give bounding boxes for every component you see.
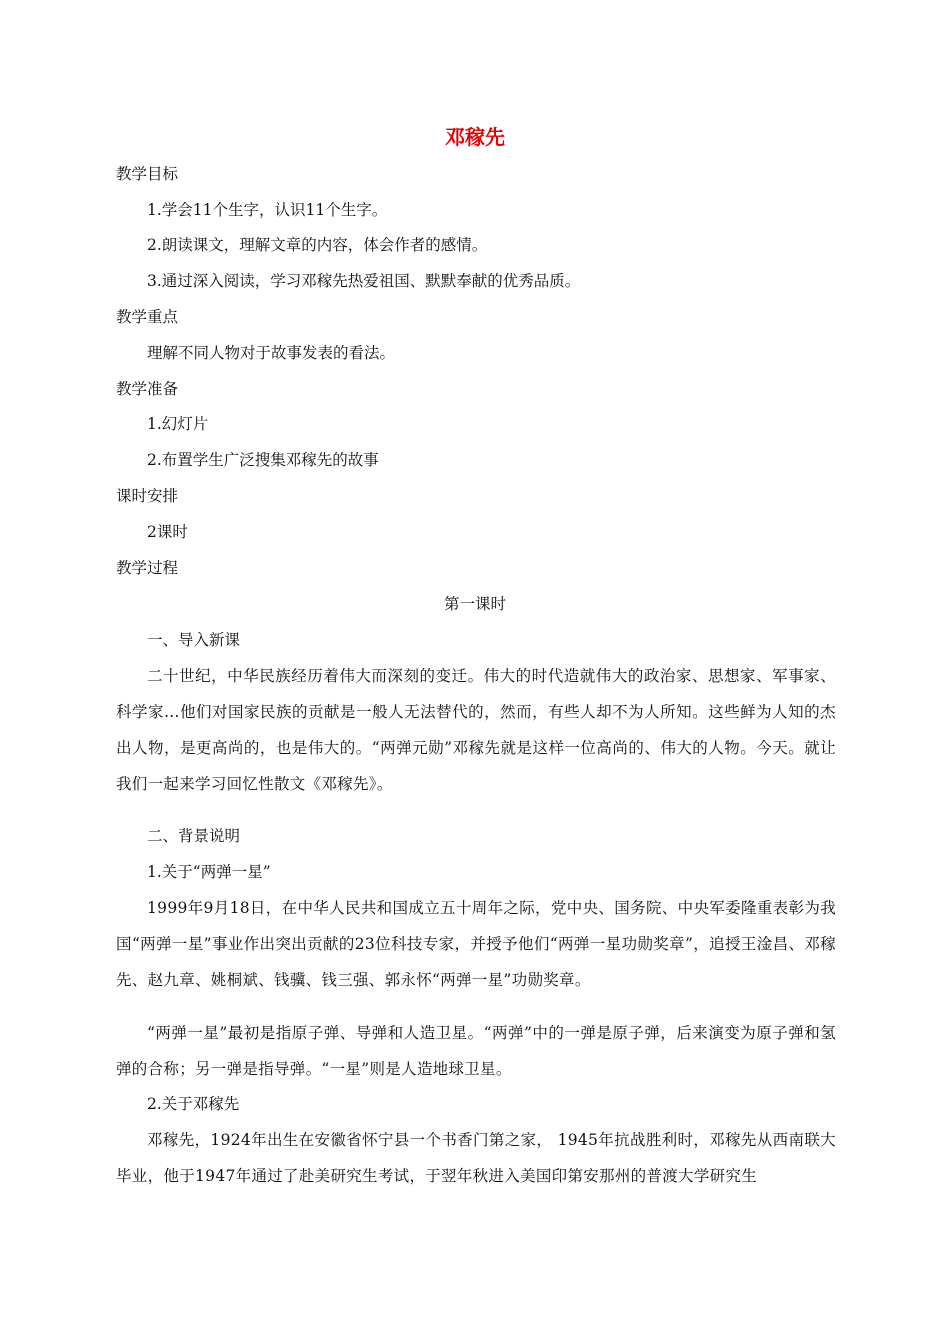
prep-item-2: 2.布置学生广泛搜集邓稼先的故事	[147, 451, 379, 469]
lesson-title: 第一课时	[443, 595, 506, 613]
goal-item-3: 3.通过深入阅读，学习邓稼先热爱祖国、默默奉献的优秀品质。	[147, 272, 581, 290]
goal-item-2: 2.朗读课文，理解文章的内容，体会作者的感情。	[147, 236, 488, 254]
key-point-text: 理解不同人物对于故事发表的看法。	[147, 344, 396, 362]
goal-item-1: 1.学会11个生字，认识11个生字。	[147, 201, 388, 219]
deng-paragraph: 邓稼先，1924年出生在安徽省怀宁县一个书香门第之家， 1945年抗战胜利时，邓稼先从西南联大毕业，他于1947年通过了赴美研究生考试，于翌年秋进入美国印第安那州的普渡大学研究生	[116, 1131, 836, 1185]
section-intro-heading: 一、导入新课	[147, 631, 241, 649]
heading-teaching-goals: 教学目标	[116, 165, 179, 183]
heading-preparation: 教学准备	[116, 380, 179, 398]
award-paragraph: 1999年9月18日，在中华人民共和国成立五十周年之际，党中央、国务院、中央军委隆重表彰为我国“两弹一星”事业作出突出贡献的23位科技专家，并授予他们“两弹一星功勋奖章”，追授王淦昌、邓稼先、赵九章、姚桐斌、钱骥、钱三强、郭永怀“两弹一星”功勋奖章。	[116, 899, 836, 989]
schedule-text: 2课时	[147, 523, 188, 541]
document-title: 邓稼先	[445, 125, 505, 149]
intro-paragraph: 二十世纪，中华民族经历着伟大而深刻的变迁。伟大的时代造就伟大的政治家、思想家、军事家、科学家…他们对国家民族的贡献是一般人无法替代的，然而，有些人却不为人所知。这些鲜为人知的杰出人物，是更高尚的，也是伟大的。“两弹元勋”邓稼先就是这样一位高尚的、伟大的人物。今天。就让我们一起来学习回忆性散文《邓稼先》。	[116, 667, 836, 793]
subsection-deng-heading: 2.关于邓稼先	[147, 1095, 240, 1113]
heading-process: 教学过程	[116, 559, 179, 577]
prep-item-1: 1.幻灯片	[147, 415, 209, 433]
subsection-two-bombs-heading: 1.关于“两弹一星”	[147, 863, 271, 881]
heading-schedule: 课时安排	[116, 487, 179, 505]
section-background-heading: 二、背景说明	[147, 827, 241, 845]
heading-key-points: 教学重点	[116, 308, 179, 326]
definition-paragraph: “两弹一星”最初是指原子弹、导弹和人造卫星。“两弹”中的一弹是原子弹，后来演变为原子弹和氢弹的合称；另一弹是指导弹。“一星”则是人造地球卫星。	[116, 1024, 836, 1078]
